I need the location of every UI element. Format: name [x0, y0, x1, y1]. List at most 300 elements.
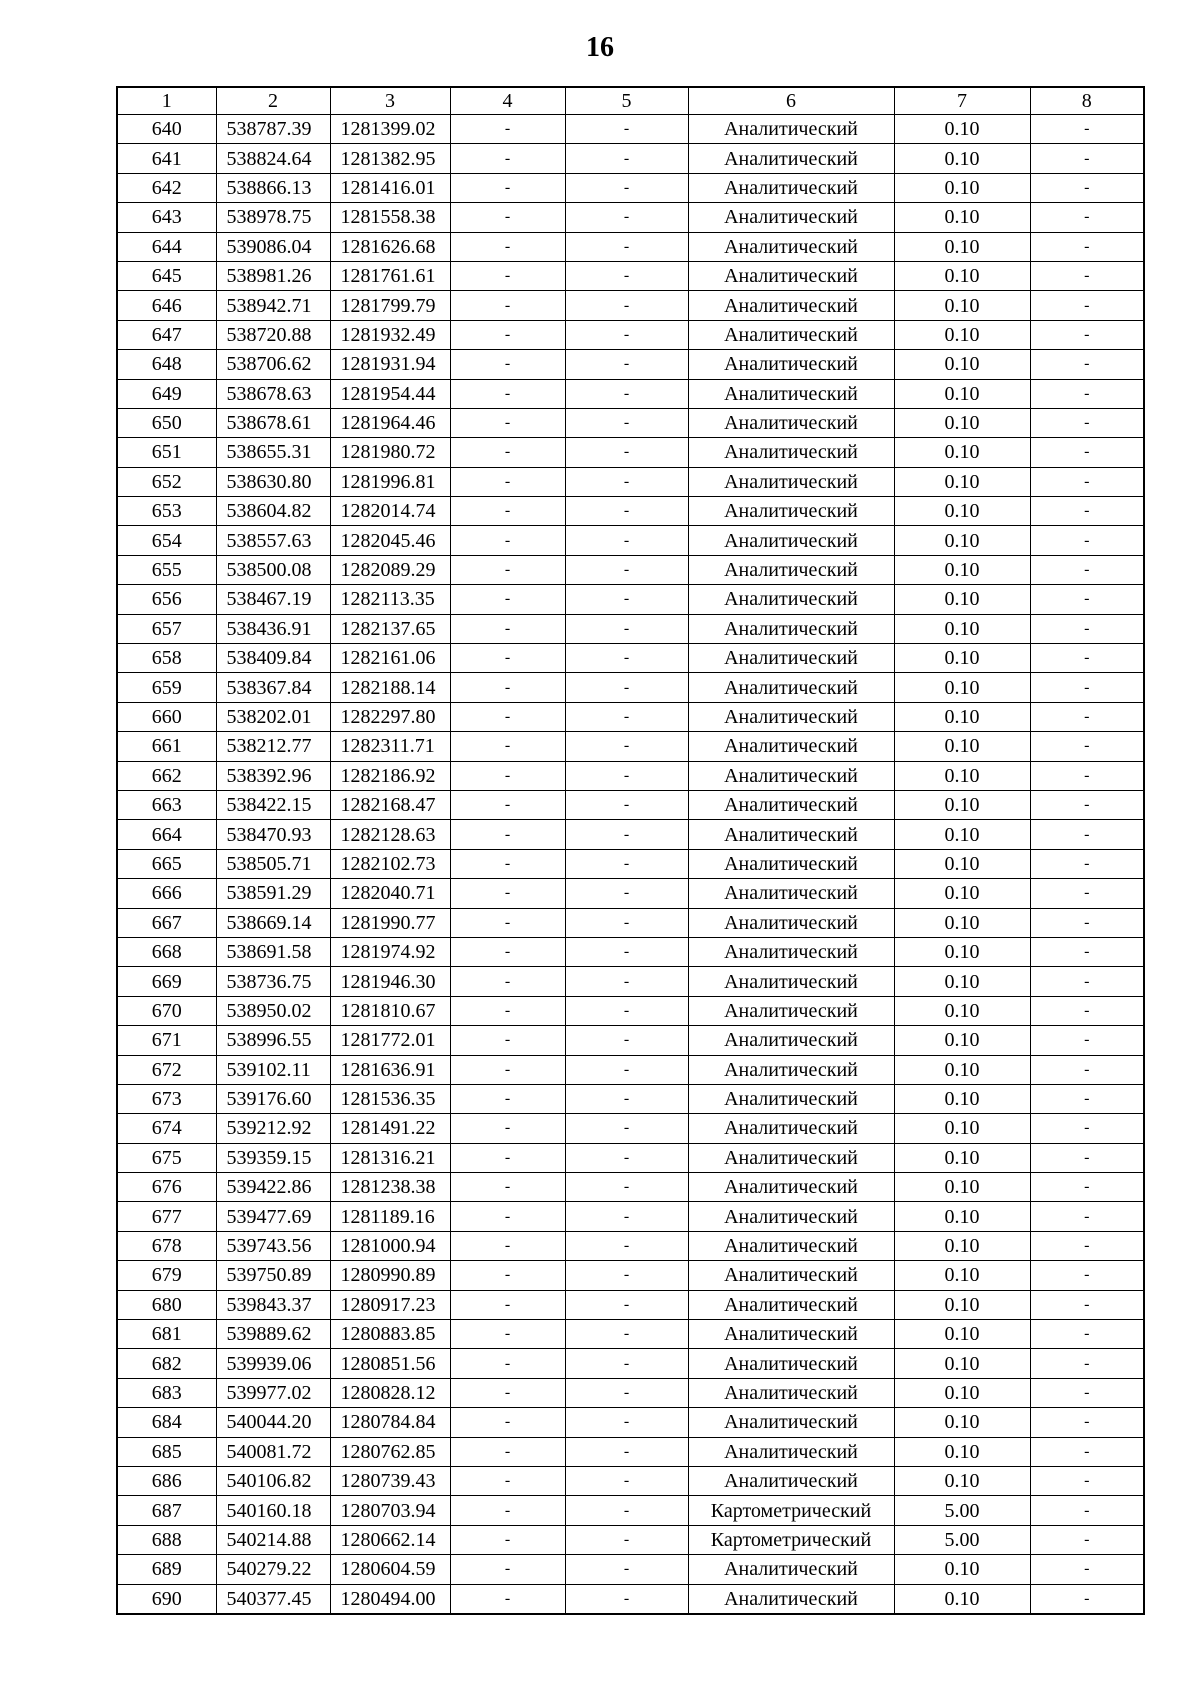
cell-col-4: - — [450, 614, 565, 643]
cell-point-number: 670 — [117, 996, 216, 1025]
cell-method: Аналитический — [688, 820, 894, 849]
cell-accuracy: 0.10 — [894, 1290, 1030, 1319]
cell-col-5: - — [565, 350, 688, 379]
cell-col-5: - — [565, 467, 688, 496]
cell-col-5: - — [565, 1114, 688, 1143]
table-row — [117, 1143, 1144, 1172]
cell-col-8: - — [1030, 1408, 1144, 1437]
cell-coord-x: 538996.55 — [216, 1026, 330, 1055]
cell-coord-y: 1282186.92 — [330, 761, 450, 790]
cell-col-8: - — [1030, 673, 1144, 702]
cell-point-number: 644 — [117, 232, 216, 261]
cell-col-5: - — [565, 820, 688, 849]
cell-col-4: - — [450, 320, 565, 349]
cell-col-5: - — [565, 1261, 688, 1290]
cell-col-8: - — [1030, 1173, 1144, 1202]
cell-accuracy: 0.10 — [894, 644, 1030, 673]
cell-method: Аналитический — [688, 379, 894, 408]
cell-accuracy: 0.10 — [894, 614, 1030, 643]
cell-col-4: - — [450, 937, 565, 966]
table-row — [117, 203, 1144, 232]
cell-accuracy: 0.10 — [894, 820, 1030, 849]
cell-accuracy: 0.10 — [894, 1584, 1030, 1614]
cell-accuracy: 0.10 — [894, 908, 1030, 937]
cell-col-4: - — [450, 555, 565, 584]
cell-accuracy: 0.10 — [894, 790, 1030, 819]
cell-col-8: - — [1030, 585, 1144, 614]
cell-coord-y: 1281416.01 — [330, 173, 450, 202]
table-row — [117, 261, 1144, 290]
cell-point-number: 641 — [117, 144, 216, 173]
cell-point-number: 674 — [117, 1114, 216, 1143]
cell-coord-y: 1281990.77 — [330, 908, 450, 937]
cell-col-8: - — [1030, 1290, 1144, 1319]
cell-col-8: - — [1030, 1437, 1144, 1466]
cell-point-number: 640 — [117, 115, 216, 144]
table-row — [117, 1320, 1144, 1349]
table-row — [117, 1525, 1144, 1554]
cell-col-5: - — [565, 585, 688, 614]
cell-col-5: - — [565, 1349, 688, 1378]
table-row — [117, 585, 1144, 614]
table-row — [117, 1408, 1144, 1437]
cell-point-number: 649 — [117, 379, 216, 408]
cell-coord-y: 1282311.71 — [330, 732, 450, 761]
cell-coord-y: 1282168.47 — [330, 790, 450, 819]
table-row — [117, 937, 1144, 966]
cell-accuracy: 0.10 — [894, 1231, 1030, 1260]
cell-coord-x: 538591.29 — [216, 879, 330, 908]
cell-col-4: - — [450, 1261, 565, 1290]
cell-coord-y: 1281399.02 — [330, 115, 450, 144]
cell-col-8: - — [1030, 908, 1144, 937]
cell-coord-y: 1281810.67 — [330, 996, 450, 1025]
cell-accuracy: 0.10 — [894, 702, 1030, 731]
cell-coord-y: 1282113.35 — [330, 585, 450, 614]
cell-col-8: - — [1030, 1143, 1144, 1172]
cell-col-4: - — [450, 967, 565, 996]
table-row — [117, 232, 1144, 261]
cell-method: Аналитический — [688, 937, 894, 966]
cell-coord-y: 1281980.72 — [330, 438, 450, 467]
cell-point-number: 648 — [117, 350, 216, 379]
cell-accuracy: 0.10 — [894, 849, 1030, 878]
cell-col-5: - — [565, 1408, 688, 1437]
cell-col-8: - — [1030, 1261, 1144, 1290]
cell-col-5: - — [565, 144, 688, 173]
cell-method: Аналитический — [688, 497, 894, 526]
cell-point-number: 685 — [117, 1437, 216, 1466]
cell-col-5: - — [565, 1525, 688, 1554]
cell-col-4: - — [450, 350, 565, 379]
cell-col-4: - — [450, 996, 565, 1025]
cell-accuracy: 0.10 — [894, 1408, 1030, 1437]
cell-point-number: 661 — [117, 732, 216, 761]
cell-col-5: - — [565, 115, 688, 144]
cell-coord-x: 538655.31 — [216, 438, 330, 467]
cell-coord-y: 1281761.61 — [330, 261, 450, 290]
cell-coord-y: 1281491.22 — [330, 1114, 450, 1143]
cell-accuracy: 0.10 — [894, 408, 1030, 437]
cell-coord-y: 1282040.71 — [330, 879, 450, 908]
cell-accuracy: 0.10 — [894, 1173, 1030, 1202]
cell-coord-x: 539176.60 — [216, 1084, 330, 1113]
column-header-3: 3 — [330, 87, 450, 115]
cell-coord-x: 538557.63 — [216, 526, 330, 555]
cell-col-4: - — [450, 908, 565, 937]
cell-col-4: - — [450, 497, 565, 526]
cell-col-4: - — [450, 702, 565, 731]
cell-point-number: 676 — [117, 1173, 216, 1202]
cell-col-4: - — [450, 790, 565, 819]
cell-method: Аналитический — [688, 1555, 894, 1584]
cell-accuracy: 0.10 — [894, 115, 1030, 144]
cell-method: Аналитический — [688, 644, 894, 673]
cell-accuracy: 0.10 — [894, 1555, 1030, 1584]
cell-coord-y: 1280662.14 — [330, 1525, 450, 1554]
cell-coord-y: 1281954.44 — [330, 379, 450, 408]
cell-coord-x: 538981.26 — [216, 261, 330, 290]
table-row — [117, 350, 1144, 379]
cell-col-8: - — [1030, 144, 1144, 173]
table-row — [117, 967, 1144, 996]
cell-coord-x: 539743.56 — [216, 1231, 330, 1260]
cell-coord-x: 538720.88 — [216, 320, 330, 349]
cell-col-8: - — [1030, 497, 1144, 526]
cell-col-4: - — [450, 526, 565, 555]
cell-col-5: - — [565, 1231, 688, 1260]
table-row — [117, 1231, 1144, 1260]
cell-coord-y: 1281932.49 — [330, 320, 450, 349]
cell-col-5: - — [565, 261, 688, 290]
cell-method: Аналитический — [688, 232, 894, 261]
cell-col-4: - — [450, 1525, 565, 1554]
cell-col-8: - — [1030, 408, 1144, 437]
cell-accuracy: 0.10 — [894, 996, 1030, 1025]
cell-method: Аналитический — [688, 673, 894, 702]
cell-coord-x: 538422.15 — [216, 790, 330, 819]
cell-coord-y: 1282161.06 — [330, 644, 450, 673]
cell-col-5: - — [565, 1173, 688, 1202]
cell-method: Аналитический — [688, 732, 894, 761]
table-row — [117, 1114, 1144, 1143]
cell-coord-y: 1282102.73 — [330, 849, 450, 878]
cell-method: Аналитический — [688, 438, 894, 467]
cell-coord-y: 1281316.21 — [330, 1143, 450, 1172]
cell-col-8: - — [1030, 761, 1144, 790]
cell-col-4: - — [450, 232, 565, 261]
column-header-7: 7 — [894, 87, 1030, 115]
table-row — [117, 1202, 1144, 1231]
cell-coord-y: 1281636.91 — [330, 1055, 450, 1084]
cell-coord-x: 538691.58 — [216, 937, 330, 966]
cell-accuracy: 0.10 — [894, 732, 1030, 761]
table-row — [117, 291, 1144, 320]
cell-col-8: - — [1030, 820, 1144, 849]
cell-method: Аналитический — [688, 1055, 894, 1084]
cell-method: Аналитический — [688, 1261, 894, 1290]
cell-method: Аналитический — [688, 1290, 894, 1319]
cell-coord-y: 1282297.80 — [330, 702, 450, 731]
table-row — [117, 115, 1144, 144]
cell-point-number: 654 — [117, 526, 216, 555]
cell-method: Аналитический — [688, 585, 894, 614]
cell-coord-y: 1282188.14 — [330, 673, 450, 702]
cell-accuracy: 0.10 — [894, 555, 1030, 584]
column-header-5: 5 — [565, 87, 688, 115]
cell-coord-y: 1281626.68 — [330, 232, 450, 261]
cell-method: Аналитический — [688, 526, 894, 555]
cell-col-4: - — [450, 585, 565, 614]
cell-point-number: 655 — [117, 555, 216, 584]
cell-coord-x: 538467.19 — [216, 585, 330, 614]
cell-coord-x: 539977.02 — [216, 1378, 330, 1407]
cell-col-8: - — [1030, 614, 1144, 643]
cell-method: Аналитический — [688, 996, 894, 1025]
table-row — [117, 526, 1144, 555]
cell-col-4: - — [450, 1084, 565, 1113]
cell-accuracy: 0.10 — [894, 585, 1030, 614]
cell-method: Аналитический — [688, 291, 894, 320]
cell-method: Аналитический — [688, 467, 894, 496]
cell-point-number: 665 — [117, 849, 216, 878]
cell-coord-x: 538604.82 — [216, 497, 330, 526]
cell-col-8: - — [1030, 1026, 1144, 1055]
cell-col-5: - — [565, 173, 688, 202]
table-row — [117, 1055, 1144, 1084]
cell-col-8: - — [1030, 555, 1144, 584]
cell-point-number: 662 — [117, 761, 216, 790]
cell-coord-y: 1282128.63 — [330, 820, 450, 849]
table-row — [117, 879, 1144, 908]
cell-accuracy: 0.10 — [894, 320, 1030, 349]
cell-col-4: - — [450, 1173, 565, 1202]
cell-col-4: - — [450, 203, 565, 232]
cell-coord-y: 1281536.35 — [330, 1084, 450, 1113]
cell-accuracy: 0.10 — [894, 761, 1030, 790]
cell-coord-x: 538824.64 — [216, 144, 330, 173]
cell-col-5: - — [565, 408, 688, 437]
cell-method: Аналитический — [688, 908, 894, 937]
cell-point-number: 667 — [117, 908, 216, 937]
cell-method: Картометрический — [688, 1496, 894, 1525]
cell-coord-y: 1282014.74 — [330, 497, 450, 526]
cell-point-number: 690 — [117, 1584, 216, 1614]
cell-col-4: - — [450, 144, 565, 173]
cell-coord-y: 1281382.95 — [330, 144, 450, 173]
cell-col-5: - — [565, 1320, 688, 1349]
cell-coord-x: 538500.08 — [216, 555, 330, 584]
table-row — [117, 1084, 1144, 1113]
cell-col-5: - — [565, 732, 688, 761]
table-row — [117, 379, 1144, 408]
cell-col-4: - — [450, 1466, 565, 1495]
cell-col-8: - — [1030, 467, 1144, 496]
cell-method: Аналитический — [688, 115, 894, 144]
cell-coord-x: 540214.88 — [216, 1525, 330, 1554]
cell-col-8: - — [1030, 1055, 1144, 1084]
cell-coord-y: 1280883.85 — [330, 1320, 450, 1349]
coordinates-table — [116, 86, 1145, 1615]
cell-method: Аналитический — [688, 350, 894, 379]
cell-accuracy: 0.10 — [894, 232, 1030, 261]
cell-point-number: 669 — [117, 967, 216, 996]
cell-col-5: - — [565, 937, 688, 966]
cell-coord-y: 1280917.23 — [330, 1290, 450, 1319]
cell-col-5: - — [565, 1378, 688, 1407]
cell-col-5: - — [565, 879, 688, 908]
cell-method: Аналитический — [688, 967, 894, 996]
cell-col-4: - — [450, 438, 565, 467]
cell-col-4: - — [450, 1026, 565, 1055]
cell-coord-x: 538787.39 — [216, 115, 330, 144]
cell-col-4: - — [450, 1555, 565, 1584]
cell-col-8: - — [1030, 644, 1144, 673]
cell-col-4: - — [450, 115, 565, 144]
cell-point-number: 686 — [117, 1466, 216, 1495]
cell-method: Аналитический — [688, 1466, 894, 1495]
cell-method: Аналитический — [688, 408, 894, 437]
cell-accuracy: 0.10 — [894, 526, 1030, 555]
cell-coord-y: 1280494.00 — [330, 1584, 450, 1614]
cell-col-5: - — [565, 790, 688, 819]
cell-point-number: 656 — [117, 585, 216, 614]
cell-point-number: 646 — [117, 291, 216, 320]
cell-col-5: - — [565, 1055, 688, 1084]
cell-method: Аналитический — [688, 261, 894, 290]
cell-col-4: - — [450, 849, 565, 878]
cell-col-8: - — [1030, 937, 1144, 966]
cell-coord-x: 538678.61 — [216, 408, 330, 437]
table-row — [117, 820, 1144, 849]
cell-col-5: - — [565, 1555, 688, 1584]
cell-point-number: 682 — [117, 1349, 216, 1378]
cell-col-4: - — [450, 761, 565, 790]
cell-coord-y: 1280828.12 — [330, 1378, 450, 1407]
cell-coord-y: 1281996.81 — [330, 467, 450, 496]
table-row — [117, 408, 1144, 437]
cell-col-8: - — [1030, 1114, 1144, 1143]
cell-col-4: - — [450, 1143, 565, 1172]
cell-accuracy: 5.00 — [894, 1525, 1030, 1554]
cell-col-5: - — [565, 232, 688, 261]
cell-accuracy: 0.10 — [894, 1261, 1030, 1290]
cell-method: Аналитический — [688, 1437, 894, 1466]
cell-col-5: - — [565, 673, 688, 702]
cell-point-number: 657 — [117, 614, 216, 643]
cell-coord-x: 539939.06 — [216, 1349, 330, 1378]
cell-coord-y: 1281189.16 — [330, 1202, 450, 1231]
header-row — [117, 87, 1144, 115]
cell-col-5: - — [565, 849, 688, 878]
cell-coord-x: 539359.15 — [216, 1143, 330, 1172]
cell-col-4: - — [450, 1437, 565, 1466]
table-row — [117, 555, 1144, 584]
cell-method: Аналитический — [688, 1408, 894, 1437]
cell-col-4: - — [450, 379, 565, 408]
cell-coord-x: 538392.96 — [216, 761, 330, 790]
column-header-1: 1 — [117, 87, 216, 115]
table-row — [117, 1378, 1144, 1407]
cell-col-5: - — [565, 1466, 688, 1495]
cell-col-8: - — [1030, 291, 1144, 320]
cell-col-4: - — [450, 1114, 565, 1143]
cell-col-8: - — [1030, 320, 1144, 349]
cell-col-4: - — [450, 261, 565, 290]
cell-coord-x: 540160.18 — [216, 1496, 330, 1525]
cell-point-number: 677 — [117, 1202, 216, 1231]
cell-accuracy: 0.10 — [894, 937, 1030, 966]
cell-coord-y: 1281946.30 — [330, 967, 450, 996]
cell-col-8: - — [1030, 115, 1144, 144]
table-row — [117, 790, 1144, 819]
cell-coord-y: 1280784.84 — [330, 1408, 450, 1437]
cell-method: Аналитический — [688, 1320, 894, 1349]
cell-col-8: - — [1030, 1202, 1144, 1231]
table-row — [117, 614, 1144, 643]
cell-method: Аналитический — [688, 320, 894, 349]
cell-coord-x: 538212.77 — [216, 732, 330, 761]
cell-coord-x: 539422.86 — [216, 1173, 330, 1202]
cell-coord-y: 1281238.38 — [330, 1173, 450, 1202]
cell-coord-x: 538630.80 — [216, 467, 330, 496]
cell-method: Аналитический — [688, 1231, 894, 1260]
cell-accuracy: 0.10 — [894, 1437, 1030, 1466]
cell-col-4: - — [450, 173, 565, 202]
cell-coord-x: 538978.75 — [216, 203, 330, 232]
cell-accuracy: 0.10 — [894, 261, 1030, 290]
cell-coord-y: 1282137.65 — [330, 614, 450, 643]
cell-col-5: - — [565, 438, 688, 467]
cell-method: Аналитический — [688, 203, 894, 232]
cell-col-4: - — [450, 1496, 565, 1525]
cell-point-number: 663 — [117, 790, 216, 819]
cell-point-number: 664 — [117, 820, 216, 849]
table-row — [117, 467, 1144, 496]
cell-col-4: - — [450, 644, 565, 673]
cell-accuracy: 0.10 — [894, 497, 1030, 526]
cell-col-4: - — [450, 1202, 565, 1231]
cell-col-5: - — [565, 497, 688, 526]
cell-coord-x: 540377.45 — [216, 1584, 330, 1614]
cell-point-number: 689 — [117, 1555, 216, 1584]
cell-point-number: 672 — [117, 1055, 216, 1084]
cell-col-5: - — [565, 1496, 688, 1525]
table-row — [117, 849, 1144, 878]
cell-col-8: - — [1030, 1584, 1144, 1614]
cell-coord-y: 1281799.79 — [330, 291, 450, 320]
cell-coord-x: 538678.63 — [216, 379, 330, 408]
cell-col-5: - — [565, 1084, 688, 1113]
cell-accuracy: 0.10 — [894, 1320, 1030, 1349]
cell-coord-y: 1280703.94 — [330, 1496, 450, 1525]
cell-col-5: - — [565, 526, 688, 555]
cell-col-8: - — [1030, 879, 1144, 908]
table-row — [117, 761, 1144, 790]
cell-method: Аналитический — [688, 144, 894, 173]
table-row — [117, 1349, 1144, 1378]
cell-coord-y: 1281558.38 — [330, 203, 450, 232]
cell-col-8: - — [1030, 1320, 1144, 1349]
cell-col-5: - — [565, 644, 688, 673]
cell-coord-x: 538942.71 — [216, 291, 330, 320]
cell-col-4: - — [450, 820, 565, 849]
cell-col-4: - — [450, 467, 565, 496]
cell-col-4: - — [450, 879, 565, 908]
cell-coord-x: 540081.72 — [216, 1437, 330, 1466]
cell-col-8: - — [1030, 732, 1144, 761]
cell-col-5: - — [565, 555, 688, 584]
